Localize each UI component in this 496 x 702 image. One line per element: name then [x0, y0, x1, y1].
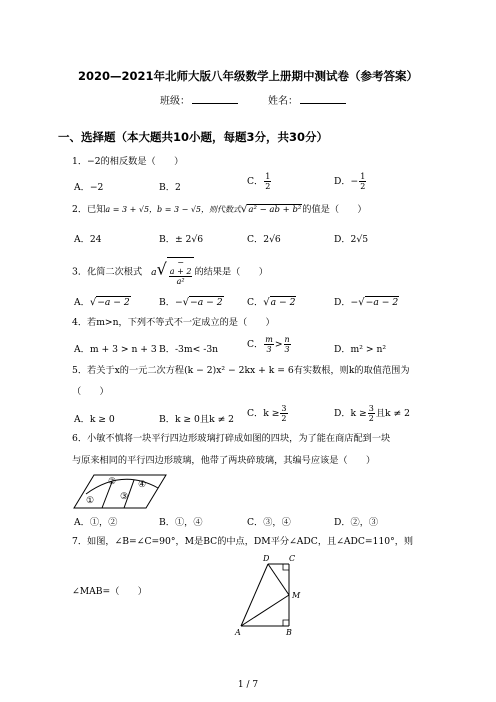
q3-option-c: C．√a − 2 — [247, 297, 296, 308]
q4-option-d: D．m² > n² — [334, 344, 387, 355]
q5-option-a: A．k ≥ 0 — [74, 414, 115, 425]
name-blank — [300, 94, 346, 104]
section-title: 一、选择题（本大题共10小题，每题3分，共30分） — [58, 130, 329, 144]
q6-piece-2-label: ② — [108, 477, 117, 487]
q6-piece-1-label: ① — [86, 496, 95, 506]
q2-option-a: A．24 — [74, 234, 102, 245]
name-label: 姓名： — [268, 96, 298, 107]
q3-option-d: D．−√−a − 2 — [334, 297, 399, 308]
q1-option-d: D．− $\frac{1}{2}$ — [334, 172, 366, 191]
q7-label-a: A — [235, 628, 241, 637]
q2-option-d: D．2√5 — [334, 234, 369, 245]
name-field — [268, 92, 346, 107]
q6-option-d: D．②，③ — [334, 517, 379, 528]
q6-stem-line1: 6．小敏不慎将一块平行四边形玻璃打碎成如图的四块，为了能在商店配到一块 — [72, 433, 391, 444]
q4-option-c: C． $\frac{m}{3}$ > $\frac{n}{3}$ — [247, 335, 290, 354]
q6-option-a: A．①，② — [74, 517, 118, 528]
q1-option-a: A．−2 — [74, 182, 104, 193]
q2-stem: 2．已知a = 3 + √5，b = 3 − √5，则代数式√a² − ab + b²的值是（ ） — [72, 204, 367, 215]
q5-paren: （ ） — [72, 386, 109, 397]
q6-glass-figure — [72, 474, 168, 510]
page-title: 2020—2021年北师大版八年级数学上册期中测试卷（参考答案） — [77, 69, 418, 83]
q3-option-b: B．−√−a − 2 — [159, 297, 223, 308]
q7-label-d: D — [263, 554, 270, 563]
class-field — [160, 92, 238, 107]
q6-option-c: C．③，④ — [247, 517, 291, 528]
q3-option-a: A．√−a − 2 — [74, 297, 130, 308]
q6-option-b: B．①，④ — [159, 517, 203, 528]
q6-piece-3-label: ③ — [120, 492, 129, 502]
q5-option-d: D．k ≥ $\frac{3}{2}$ 且k ≠ 2 — [334, 404, 410, 423]
q1-stem: 1．−2的相反数是（ ） — [72, 156, 184, 167]
page-number: 1 / 7 — [237, 680, 259, 690]
q7-label-b: B — [286, 628, 292, 637]
q7-stem-line2: ∠MAB=（ ） — [72, 586, 147, 597]
class-label: 班级： — [160, 96, 190, 107]
q7-stem-line1: 7．如图，∠B=∠C=90°，M是BC的中点，DM平分∠ADC，且∠ADC=110°，则 — [72, 536, 414, 547]
class-blank — [192, 94, 238, 104]
q7-label-m: M — [292, 591, 301, 600]
q5-stem: 5．若关于x的一元二次方程(k − 2)x² − 2kx + k = 6有实数根，则k的取值范围为 — [72, 365, 410, 376]
q5-option-c: C．k ≥ $\frac{3}{2}$ — [247, 404, 287, 423]
q6-piece-4-label: ④ — [138, 480, 147, 490]
q3-stem: 3．化简二次根式 a√ − a + 2 a² 的结果是（ ） — [72, 258, 268, 286]
q2-option-c: C．2√6 — [247, 234, 281, 245]
q7-label-c: C — [289, 554, 296, 563]
q7-geometry-figure — [230, 550, 310, 640]
q1-option-c: C． $\frac{1}{2}$ — [247, 172, 271, 191]
q2-option-b: B．± 2√6 — [159, 234, 204, 245]
q4-option-a: A．m + 3 > n + 3 — [74, 344, 157, 355]
q4-option-b: B．-3m< -3n — [159, 344, 219, 355]
q4-stem: 4．若m>n，下列不等式不一定成立的是（ ） — [72, 317, 275, 328]
q1-option-b: B．2 — [159, 182, 181, 193]
q6-stem-line2: 与原来相同的平行四边形玻璃，他带了两块碎玻璃，其编号应该是（ ） — [72, 455, 376, 466]
q5-option-b: B．k ≥ 0且k ≠ 2 — [159, 414, 235, 425]
